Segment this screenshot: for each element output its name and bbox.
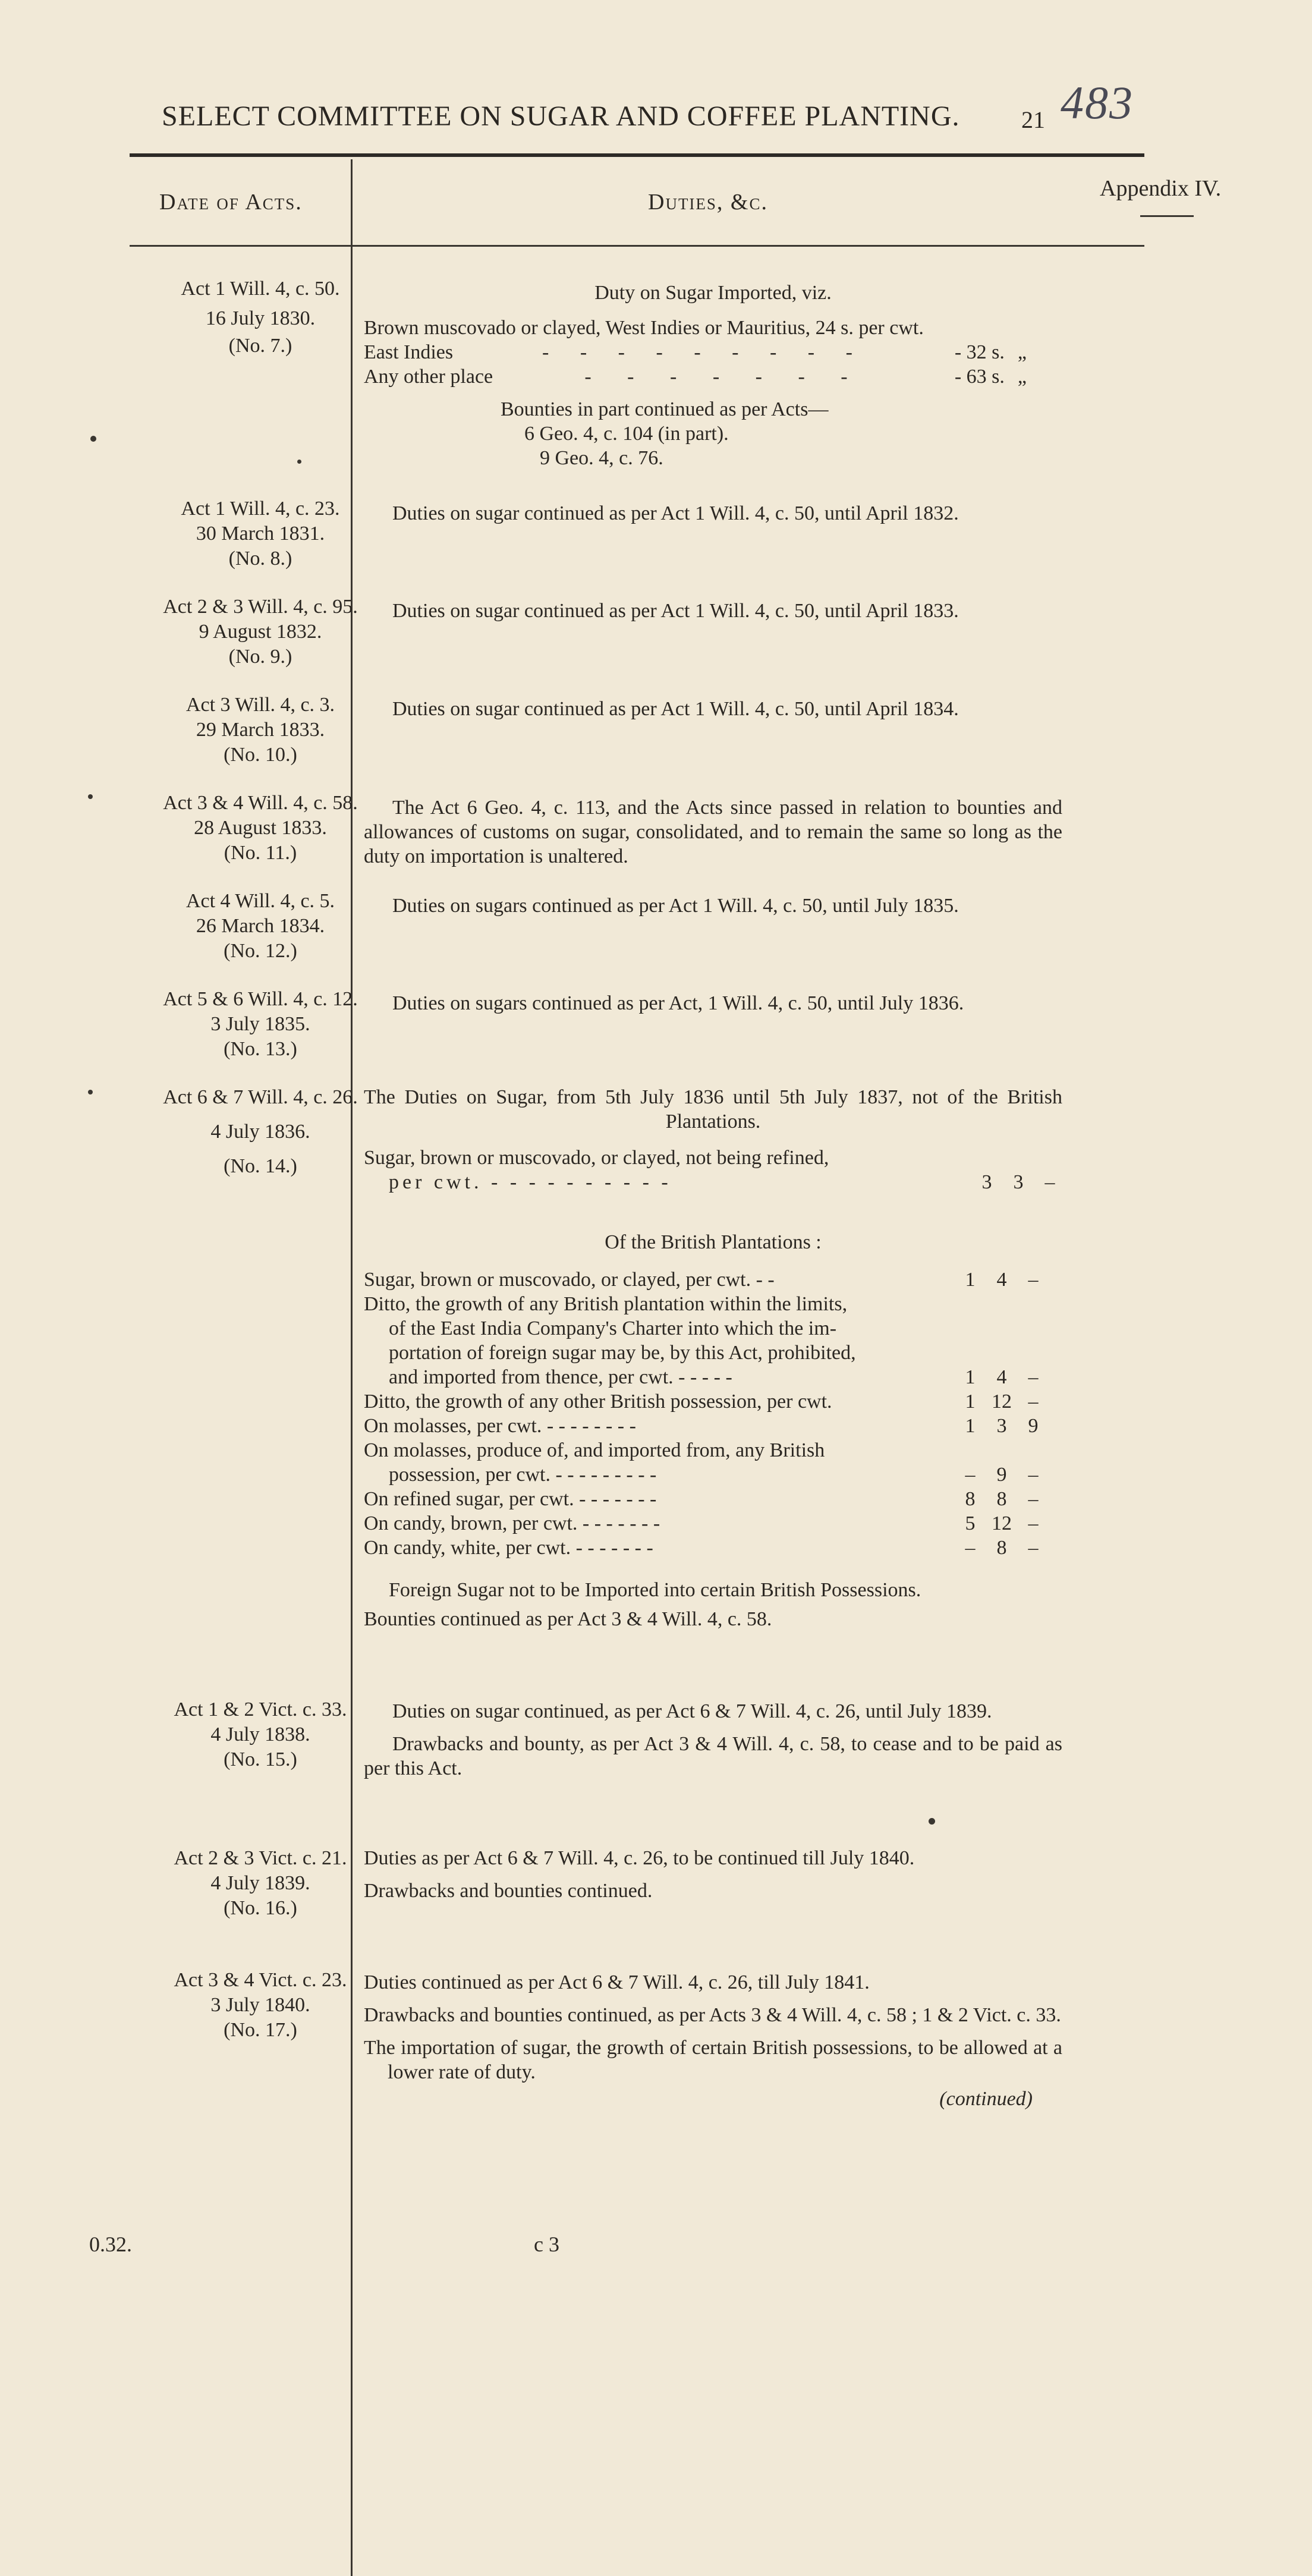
act-title: Act 6 & 7 Will. 4, c. 26. (163, 1086, 358, 1108)
bounties-note: Bounties continued as per Act 3 & 4 Will. 4, c. 58. (364, 1608, 772, 1630)
act-entry-12 (124, 889, 397, 964)
amount-pounds: 1 (965, 1269, 976, 1291)
duty-item-row (364, 1316, 1047, 1341)
amount-shillings: 4 (996, 1366, 1007, 1388)
act-date: 30 March 1831. (196, 523, 325, 545)
page-title: SELECT COMMITTEE ON SUGAR AND COFFEE PLANTING. (162, 100, 960, 132)
foreign-sugar-note: Foreign Sugar not to be Imported into certain British Possessions. (389, 1579, 921, 1601)
bounty-act: 6 Geo. 4, c. 104 (in part). (524, 423, 729, 445)
duty-item-label: On molasses, per cwt. - - - - - - - - (364, 1415, 636, 1437)
duty-entry-7 (364, 281, 1062, 470)
amount-pence: – (1028, 1391, 1039, 1413)
act-number: (No. 16.) (224, 1897, 297, 1919)
amount (956, 1414, 1047, 1438)
amount-shillings: 8 (996, 1537, 1007, 1559)
act-entry-15 (124, 1697, 397, 1772)
duty-unit: „ (1017, 366, 1027, 388)
amount (956, 1487, 1047, 1511)
duty-item-label: On candy, brown, per cwt. - - - - - - - (364, 1512, 660, 1534)
act-entry-14 (124, 1085, 397, 1179)
duty-item-label: Sugar, brown or muscovado, or clayed, per cwt. - - (364, 1269, 775, 1291)
duty-entry-14 (364, 1085, 1062, 1631)
amount-pounds: – (965, 1537, 976, 1559)
amount (973, 1170, 1064, 1194)
margin-mark (88, 794, 93, 799)
duty-unit: „ (1017, 341, 1027, 363)
amount-pence: – (1028, 1464, 1039, 1486)
duty-paragraph: Duties on sugar continued, as per Act 6 & 7 Will. 4, c. 26, until July 1839. (392, 1700, 992, 1722)
amount-pence: 9 (1028, 1415, 1039, 1437)
duty-item-label: portation of foreign sugar may be, by this Act, prohibited, (389, 1342, 856, 1364)
act-number: (No. 7.) (228, 335, 292, 357)
date-header-rule (130, 245, 351, 247)
foreign-sugar-row (364, 1170, 1064, 1194)
act-date: 3 July 1835. (210, 1013, 310, 1035)
duties-header-rule (353, 245, 1144, 247)
duty-label: per cwt. - - - - - - - - - - (389, 1171, 672, 1193)
act-number: (No. 15.) (224, 1748, 297, 1770)
duty-entry-15 (364, 1699, 1062, 1781)
act-entry-7 (124, 276, 397, 358)
act-title: Act 1 & 2 Vict. c. 33. (174, 1699, 347, 1721)
header-rule (130, 153, 1144, 157)
amount-pounds: – (965, 1464, 976, 1486)
duty-paragraph: Duties as per Act 6 & 7 Will. 4, c. 26, to be continued till July 1840. (364, 1847, 915, 1869)
amount-pounds: 5 (965, 1512, 976, 1534)
act-title: Act 1 Will. 4, c. 50. (181, 278, 340, 300)
amount-pence: – (1028, 1537, 1039, 1559)
act-date: 3 July 1840. (210, 1994, 310, 2016)
duty-paragraph: Duties continued as per Act 6 & 7 Will. 4, c. 26, till July 1841. (364, 1971, 870, 1993)
act-entry-13 (124, 987, 397, 1062)
handwritten-folio-number: 483 (1061, 77, 1134, 128)
bounty-act: 9 Geo. 4, c. 76. (540, 447, 663, 469)
act-title: Act 4 Will. 4, c. 5. (185, 890, 335, 912)
amount-pence: – (1044, 1171, 1055, 1193)
duty-item-label: possession, per cwt. - - - - - - - - - (389, 1464, 657, 1486)
act-entry-9 (124, 595, 397, 669)
duty-line: Brown muscovado or clayed, West Indies or Mauritius, 24 s. per cwt. (364, 317, 924, 339)
amount (956, 1267, 1047, 1292)
leader-dots: - - - - - - - - - (542, 341, 866, 363)
act-date: 16 July 1830. (205, 307, 316, 329)
duty-heading: Duty on Sugar Imported, viz. (594, 282, 832, 304)
duty-item-label: On candy, white, per cwt. - - - - - - - (364, 1537, 653, 1559)
amount-shillings: 9 (996, 1464, 1007, 1486)
duty-label: Any other place (364, 366, 493, 388)
act-number: (No. 9.) (228, 646, 292, 668)
column-header-date: Date of Acts. (159, 190, 303, 215)
act-date: 28 August 1833. (194, 817, 327, 839)
act-number: (No. 11.) (224, 842, 297, 864)
amount-shillings: 3 (996, 1415, 1007, 1437)
act-title: Act 1 Will. 4, c. 23. (181, 498, 340, 520)
amount (956, 1389, 1047, 1414)
act-date: 26 March 1834. (196, 915, 325, 937)
duty-item-row (364, 1389, 1047, 1414)
duty-value: - 63 s. (954, 366, 1005, 388)
leader-dots: - - - - - - - (584, 366, 863, 388)
act-title: Act 5 & 6 Will. 4, c. 12. (163, 988, 358, 1010)
signature-mark: c 3 (534, 2232, 559, 2256)
page-number: 21 (1021, 106, 1045, 133)
margin-mark (88, 1090, 93, 1094)
duty-paragraph: Drawbacks and bounties continued. (364, 1880, 653, 1902)
duty-entry-11: The Act 6 Geo. 4, c. 113, and the Acts since passed in relation to bounties and allowances of customs on sugar, consolidated, and to remain the same so long as the duty on importation is unaltered. (364, 797, 1062, 867)
amount (956, 1365, 1047, 1389)
british-plantations-heading: Of the British Plantations : (605, 1231, 822, 1253)
bounties-heading: Bounties in part continued as per Acts— (501, 398, 829, 420)
act-number: (No. 17.) (224, 2019, 297, 2041)
duty-entry-9: Duties on sugar continued as per Act 1 Will. 4, c. 50, until April 1833. (392, 600, 959, 622)
amount-shillings: 12 (992, 1391, 1012, 1413)
amount (956, 1536, 1047, 1560)
act-number: (No. 13.) (224, 1038, 297, 1060)
duty-entry-16 (364, 1846, 1062, 1903)
act-date: 9 August 1832. (199, 621, 322, 643)
duty-paragraph: Drawbacks and bounties continued, as per Acts 3 & 4 Will. 4, c. 58 ; 1 & 2 Vict. c. 33. (364, 2004, 1061, 2026)
appendix-label: Appendix IV. (1100, 176, 1222, 201)
amount-shillings: 4 (996, 1269, 1007, 1291)
act-date: 4 July 1836. (210, 1121, 310, 1143)
appendix-rule (1140, 215, 1194, 217)
act-title: Act 2 & 3 Vict. c. 21. (174, 1847, 347, 1869)
act-date: 29 March 1833. (196, 719, 325, 741)
margin-mark (90, 436, 96, 442)
duty-entry-13: Duties on sugars continued as per Act, 1 Will. 4, c. 50, until July 1836. (392, 992, 964, 1014)
continued-note: (continued) (939, 2088, 1033, 2110)
amount-shillings: 3 (1013, 1171, 1024, 1193)
margin-mark (929, 1818, 935, 1825)
footer-left-mark: 0.32. (89, 2232, 132, 2256)
act-entry-10 (124, 693, 397, 768)
duty-item-label: of the East India Company's Charter into which the im- (389, 1317, 837, 1339)
amount (956, 1511, 1047, 1536)
amount-pounds: 1 (965, 1391, 976, 1413)
act-entry-16 (124, 1846, 397, 1921)
duty-entry-17 (364, 1970, 1062, 2111)
duty-intro: The Duties on Sugar, from 5th July 1836 until 5th July 1837, not of the British Plantations. (364, 1086, 1062, 1133)
british-plantation-duties (364, 1267, 1062, 1560)
duty-entry-10: Duties on sugar continued as per Act 1 Will. 4, c. 50, until April 1834. (392, 698, 959, 720)
act-number: (No. 8.) (228, 548, 292, 570)
duty-item-row (364, 1536, 1047, 1560)
duty-item-row (364, 1267, 1047, 1292)
amount-pounds: 3 (981, 1171, 992, 1193)
duty-item-label: Ditto, the growth of any other British possession, per cwt. (364, 1391, 832, 1413)
duty-paragraph: The importation of sugar, the growth of certain British possessions, to be allowed at a lower rate of duty. (364, 2037, 1062, 2083)
amount-pence: – (1028, 1366, 1039, 1388)
act-number: (No. 14.) (224, 1155, 297, 1177)
duty-line: Sugar, brown or muscovado, or clayed, not being refined, (364, 1147, 829, 1169)
duty-line-east-indies (364, 340, 1027, 364)
amount-pence: – (1028, 1488, 1039, 1510)
act-number: (No. 10.) (224, 744, 297, 766)
act-date: 4 July 1839. (210, 1872, 310, 1894)
duty-item-row (364, 1414, 1047, 1438)
amount-shillings: 8 (996, 1488, 1007, 1510)
duty-value: - 32 s. (954, 341, 1005, 363)
act-title: Act 3 & 4 Will. 4, c. 58. (163, 792, 358, 814)
amount-pounds: 1 (965, 1415, 976, 1437)
duty-label: East Indies (364, 341, 454, 363)
duty-item-row (364, 1365, 1047, 1389)
duty-line-other-place (364, 364, 1027, 389)
duty-entry-12: Duties on sugars continued as per Act 1 Will. 4, c. 50, until July 1835. (392, 895, 959, 917)
duty-paragraph: Drawbacks and bounty, as per Act 3 & 4 Will. 4, c. 58, to cease and to be paid as per this Act. (364, 1733, 1062, 1779)
act-number: (No. 12.) (224, 940, 297, 962)
amount-pence: – (1028, 1269, 1039, 1291)
duty-item-row (364, 1462, 1047, 1487)
column-header-duties: Duties, &c. (648, 190, 768, 215)
act-title: Act 3 & 4 Vict. c. 23. (174, 1969, 347, 1991)
act-entry-17 (124, 1968, 397, 2043)
duty-item-row (364, 1292, 1047, 1316)
duty-item-row (364, 1487, 1047, 1511)
act-title: Act 3 Will. 4, c. 3. (185, 694, 335, 716)
duty-entry-8: Duties on sugar continued as per Act 1 Will. 4, c. 50, until April 1832. (392, 502, 959, 524)
duty-item-label: On molasses, produce of, and imported from, any British (364, 1439, 825, 1461)
duty-item-label: Ditto, the growth of any British plantation within the limits, (364, 1293, 848, 1315)
act-title: Act 2 & 3 Will. 4, c. 95. (163, 596, 358, 618)
amount (956, 1462, 1047, 1487)
act-entry-11 (124, 791, 397, 866)
amount-shillings: 12 (992, 1512, 1012, 1534)
duty-item-row (364, 1341, 1047, 1365)
duty-item-label: On refined sugar, per cwt. - - - - - - - (364, 1488, 657, 1510)
amount-pounds: 1 (965, 1366, 976, 1388)
margin-mark (297, 460, 301, 464)
duty-item-row (364, 1438, 1047, 1462)
duty-item-row (364, 1511, 1047, 1536)
duty-item-label: and imported from thence, per cwt. - - - - - (389, 1366, 732, 1388)
act-entry-8 (124, 496, 397, 571)
act-date: 4 July 1838. (210, 1723, 310, 1745)
amount-pence: – (1028, 1512, 1039, 1534)
amount-pounds: 8 (965, 1488, 976, 1510)
